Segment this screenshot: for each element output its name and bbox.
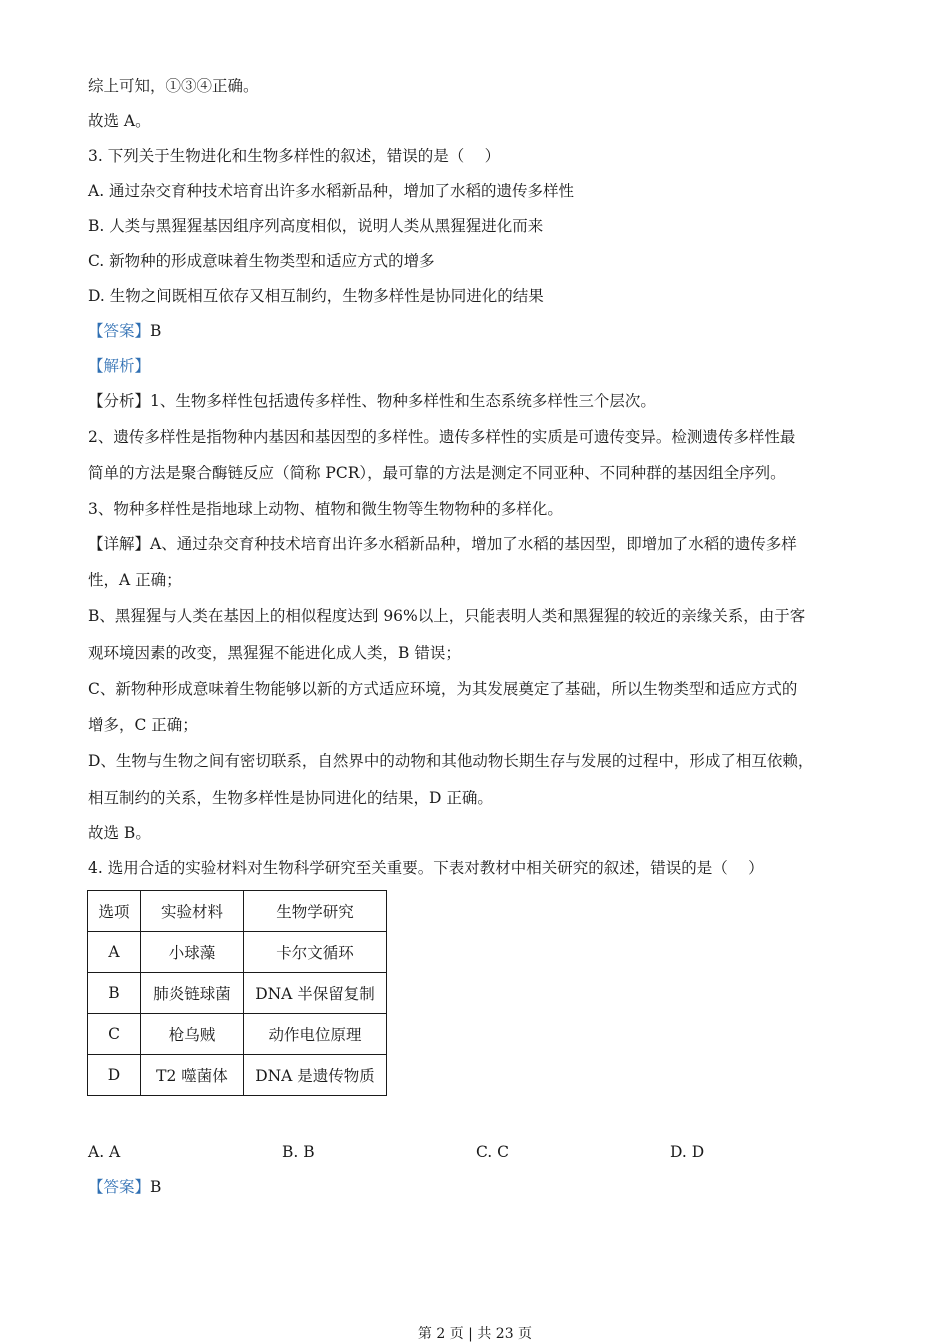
answer-value: B [150, 322, 162, 340]
question-4-option-a: A. A [88, 1143, 121, 1161]
question-4-option-c: C. C [476, 1143, 510, 1161]
table-cell: D [88, 1055, 141, 1096]
detail-d-cont: 相互制约的关系，生物多样性是协同进化的结果，D 正确。 [88, 789, 493, 807]
detail-d: D、生物与生物之间有密切联系，自然界中的动物和其他动物长期生存与发展的过程中，形成了相互依赖， [88, 752, 814, 770]
text-line: 故选 A。 [88, 112, 151, 130]
table-cell: 小球藻 [141, 932, 244, 973]
table-cell: 动作电位原理 [244, 1014, 387, 1055]
answer-value: B [150, 1178, 162, 1196]
table-header-cell: 生物学研究 [244, 891, 387, 932]
detail-tag: 【详解】 [88, 535, 151, 553]
question-3-option-d: D. 生物之间既相互依存又相互制约，生物多样性是协同进化的结果 [88, 287, 544, 305]
table-row [88, 1014, 387, 1055]
analysis-tag: 【解析】 [88, 357, 151, 375]
question-4-table [87, 890, 387, 1096]
question-3-option-b: B. 人类与黑猩猩基因组序列高度相似，说明人类从黑猩猩进化而来 [88, 217, 544, 235]
question-4-stem: 4. 选用合适的实验材料对生物科学研究至关重要。下表对教材中相关研究的叙述，错误的是（ ） [88, 859, 764, 877]
analysis-sub-tag: 【分析】 [88, 392, 151, 410]
detail-c: C、新物种形成意味着生物能够以新的方式适应环境，为其发展奠定了基础，所以生物类型和适应方式的 [88, 680, 798, 698]
table-cell: 卡尔文循环 [244, 932, 387, 973]
text-line: 综上可知，①③④正确。 [88, 77, 259, 95]
detail-a: 【详解】A、通过杂交育种技术培育出许多水稻新品种，增加了水稻的基因型，即增加了水稻的遗传多样 [88, 535, 797, 553]
answer-tag: 【答案】 [88, 322, 151, 340]
table-header-row [88, 891, 387, 932]
table-cell: T2 噬菌体 [141, 1055, 244, 1096]
detail-c-cont: 增多，C 正确； [88, 716, 198, 734]
table-cell: C [88, 1014, 141, 1055]
question-3-option-c: C. 新物种的形成意味着生物类型和适应方式的增多 [88, 252, 435, 270]
detail-b-cont: 观环境因素的改变，黑猩猩不能进化成人类，B 错误； [88, 644, 461, 662]
answer-tag: 【答案】 [88, 1178, 151, 1196]
analysis-point-2-cont: 简单的方法是聚合酶链反应（简称 PCR），最可靠的方法是测定不同亚种、不同种群的基因组全序列。 [88, 464, 786, 482]
detail-b: B、黑猩猩与人类在基因上的相似程度达到 96%以上，只能表明人类和黑猩猩的较近的亲缘关系，由于客 [88, 607, 806, 625]
page-footer: 第 2 页 | 共 23 页 [417, 1326, 533, 1342]
question-4-option-d: D. D [670, 1143, 705, 1161]
question-3-stem: 3. 下列关于生物进化和生物多样性的叙述，错误的是（ ） [88, 147, 501, 165]
table-cell: DNA 是遗传物质 [244, 1055, 387, 1096]
table-cell: A [88, 932, 141, 973]
question-3-option-a: A. 通过杂交育种技术培育出许多水稻新品种，增加了水稻的遗传多样性 [88, 182, 575, 200]
table-cell: 枪乌贼 [141, 1014, 244, 1055]
analysis-point-2: 2、遗传多样性是指物种内基因和基因型的多样性。遗传多样性的实质是可遗传变异。检测遗传多样性最 [88, 428, 796, 446]
detail-a-cont: 性，A 正确； [88, 571, 182, 589]
analysis-point-1: 【分析】1、生物多样性包括遗传多样性、物种多样性和生态系统多样性三个层次。 [88, 392, 656, 410]
table-cell: 肺炎链球菌 [141, 973, 244, 1014]
table-row [88, 973, 387, 1014]
detail-conclusion: 故选 B。 [88, 824, 151, 842]
question-4-option-b: B. B [282, 1143, 315, 1161]
table-cell: DNA 半保留复制 [244, 973, 387, 1014]
table-row [88, 1055, 387, 1096]
table-header-cell: 选项 [88, 891, 141, 932]
table-row [88, 932, 387, 973]
table-header-cell: 实验材料 [141, 891, 244, 932]
question-3-answer [88, 319, 161, 343]
table-cell: B [88, 973, 141, 1014]
question-4-answer [88, 1175, 161, 1199]
analysis-point-3: 3、物种多样性是指地球上动物、植物和微生物等生物物种的多样化。 [88, 500, 563, 518]
